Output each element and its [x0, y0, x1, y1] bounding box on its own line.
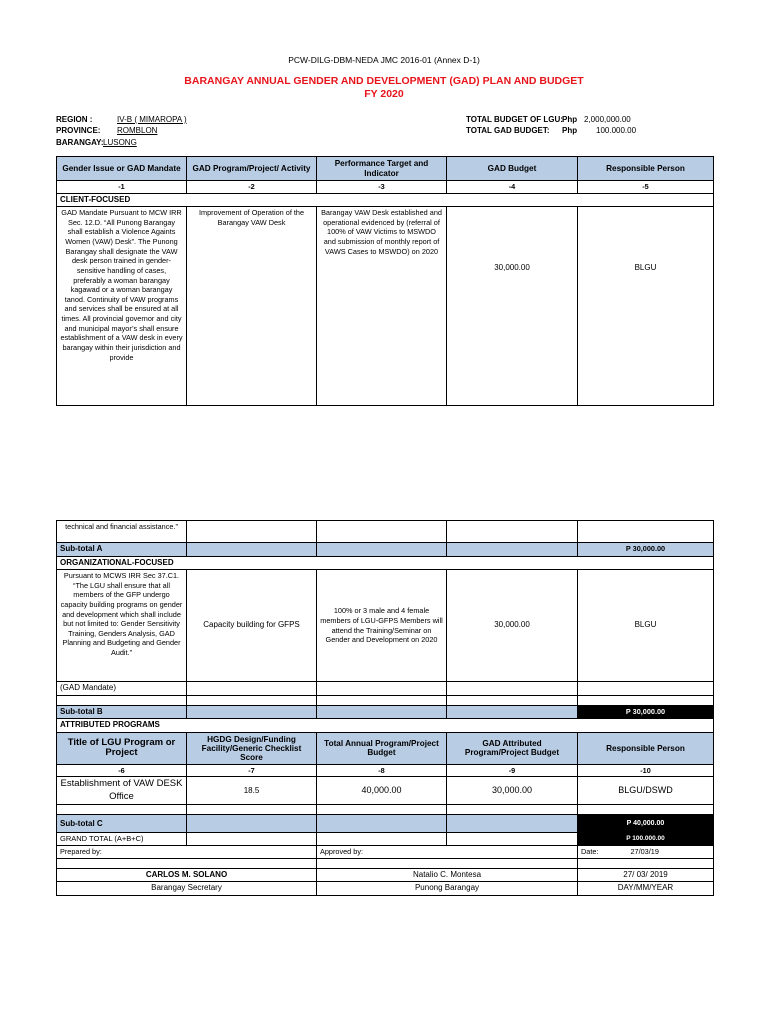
date-label: Date:: [581, 847, 599, 857]
attr-header-gad-budget: GAD Attributed Program/Project Budget: [447, 732, 578, 764]
col-header-budget: GAD Budget: [447, 157, 578, 181]
attr-gad-budget: 30,000.00: [447, 777, 578, 805]
person-cell: BLGU: [578, 207, 714, 406]
prepared-by-position: Barangay Secretary: [57, 882, 317, 896]
province-label: PROVINCE:: [56, 126, 101, 135]
grand-total-label: GRAND TOTAL (A+B+C): [57, 833, 187, 846]
attr-header-person: Responsible Person: [578, 732, 714, 764]
col-number: -3: [317, 181, 447, 194]
col-number: -5: [578, 181, 714, 194]
prepared-by-label: Prepared by:: [57, 846, 317, 859]
subtotal-b-label: Sub-total B: [57, 705, 187, 719]
fiscal-year: FY 2020: [364, 88, 404, 100]
gad-plan-table-bottom: [56, 520, 714, 896]
attr-score: 18.5: [187, 777, 317, 805]
col-number: -8: [317, 764, 447, 777]
attr-total-budget: 40,000.00: [317, 777, 447, 805]
grand-total-value: P 100.000.00: [578, 833, 714, 846]
attr-program-title: Establishment of VAW DESK Office: [57, 777, 187, 805]
section-organizational-focused: ORGANIZATIONAL-FOCUSED: [57, 556, 714, 570]
gad-plan-table-top: [56, 156, 714, 406]
gad-mandate-continuation: technical and financial assistance.”: [57, 521, 187, 543]
col-number: -6: [57, 764, 187, 777]
subtotal-c-label: Sub-total C: [57, 815, 187, 833]
attr-header-total-budget: Total Annual Program/Project Budget: [317, 732, 447, 764]
budget-cell: 30,000.00: [447, 207, 578, 406]
col-header-person: Responsible Person: [578, 157, 714, 181]
total-gad-label: TOTAL GAD BUDGET:: [466, 126, 550, 135]
barangay-label: BARANGAY:: [56, 138, 104, 147]
target-cell: 100% or 3 male and 4 female members of LGU-GFPS Members will attend the Training/Seminar on Gender and Development on 2020: [317, 570, 447, 682]
attr-header-score: HGDG Design/Funding Facility/Generic Checklist Score: [187, 732, 317, 764]
subtotal-a-label: Sub-total A: [57, 543, 187, 557]
province-value: ROMBLON: [117, 126, 158, 135]
document-title: BARANGAY ANNUAL GENDER AND DEVELOPMENT (GAD) PLAN AND BUDGET: [184, 75, 584, 87]
gad-mandate-cell: Pursuant to MCWS IRR Sec 37.C1. “The LGU shall ensure that all members of the GFP undergo capacity building programs on gender and development which shall include but not limited to: Gender Sensitivity Training, Genders Analysis, GAD Planning and Budgeting and Gender Audit.”: [57, 570, 187, 682]
col-header-gender-issue: Gender Issue or GAD Mandate: [57, 157, 187, 181]
col-number: -4: [447, 181, 578, 194]
date-cell: [578, 846, 714, 859]
col-number: -2: [187, 181, 317, 194]
subtotal-a-value: P 30,000.00: [578, 543, 714, 557]
date-value: 27/03/19: [630, 847, 659, 857]
subtotal-c-value: P 40,000.00: [578, 815, 714, 833]
col-number: -9: [447, 764, 578, 777]
total-budget-value: 2,000,000.00: [584, 115, 631, 124]
col-header-target: Performance Target and Indicator: [317, 157, 447, 181]
section-attributed-programs: ATTRIBUTED PROGRAMS: [57, 719, 714, 733]
region-value: IV-B ( MIMAROPA ): [117, 115, 187, 124]
total-gad-currency: Php: [562, 126, 578, 135]
program-cell: Improvement of Operation of the Barangay VAW Desk: [187, 207, 317, 406]
gad-mandate-note: (GAD Mandate): [57, 682, 187, 696]
document-reference: PCW-DILG-DBM-NEDA JMC 2016-01 (Annex D-1): [288, 55, 480, 65]
attr-person: BLGU/DSWD: [578, 777, 714, 805]
barangay-value: LUSONG: [103, 138, 137, 147]
budget-cell: 30,000.00: [447, 570, 578, 682]
program-cell: Capacity building for GFPS: [187, 570, 317, 682]
col-header-program: GAD Program/Project/ Activity: [187, 157, 317, 181]
col-number: -7: [187, 764, 317, 777]
prepared-by-name: CARLOS M. SOLANO: [57, 868, 317, 882]
approved-by-position: Punong Barangay: [317, 882, 578, 896]
approved-by-name: Natalio C. Montesa: [317, 868, 578, 882]
section-client-focused: CLIENT-FOCUSED: [57, 193, 714, 207]
col-number: -1: [57, 181, 187, 194]
target-cell: Barangay VAW Desk established and operational evidenced by (referral of 100% of VAW Victims to MSWDO and submission of monthly report of VAWS Cases to MSWDO) on 2020: [317, 207, 447, 406]
col-number: -10: [578, 764, 714, 777]
signed-date: 27/ 03/ 2019: [578, 868, 714, 882]
approved-by-label: Approved by:: [317, 846, 578, 859]
gad-mandate-cell: GAD Mandate Pursuant to MCW IRR Sec. 12.D. “All Punong Barangay shall establish a Violence Againts Women (VAW) Desk”. The Punong Barangay shall designate the VAW desk person trained in gender-sensitive handling of cases, preferably a woman barangay kagawad or a woman barangay tanod. Continuity of VAW programs and services shall be ensured at all times. All provincial governor and city and municipal mayor’s shall ensure establishment of a VAW desk in every barangay within their jurisdiction and provide: [57, 207, 187, 406]
total-budget-currency: Php: [562, 115, 578, 124]
subtotal-b-value: P 30,000.00: [578, 705, 714, 719]
person-cell: BLGU: [578, 570, 714, 682]
date-format: DAY/MM/YEAR: [578, 882, 714, 896]
attr-header-title: Title of LGU Program or Project: [57, 732, 187, 764]
region-label: REGION :: [56, 115, 93, 124]
total-gad-value: 100.000.00: [596, 126, 637, 135]
total-budget-label: TOTAL BUDGET OF LGU:: [466, 115, 563, 124]
